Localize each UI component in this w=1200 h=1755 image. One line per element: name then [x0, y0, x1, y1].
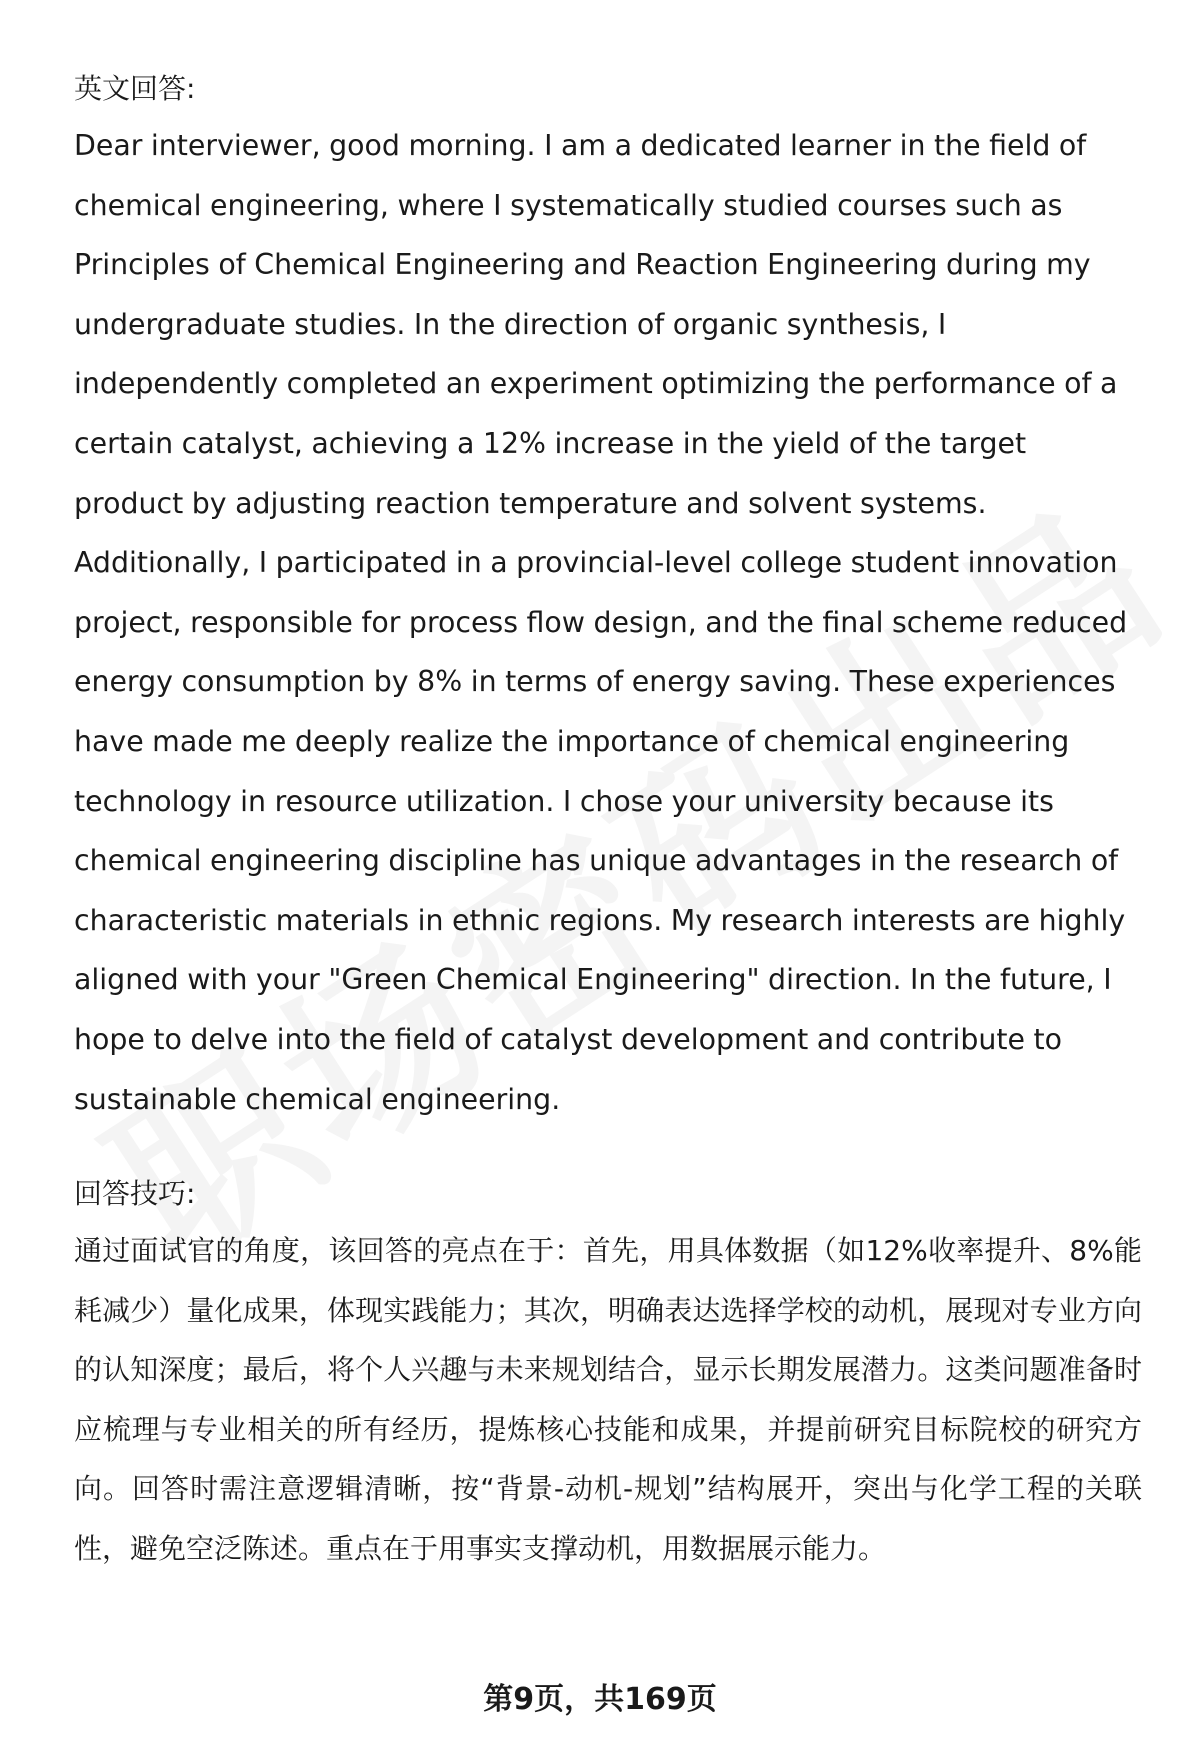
- answer-tips-heading: 回答技巧:: [74, 1177, 196, 1211]
- page-number: 第9页，共169页: [483, 1682, 717, 1717]
- english-answer-text: Dear interviewer, good morning. I am a dedicated learner in the field of chemical engineering, where I systematically studied courses such as Principles of Chemical Engineering and Reaction Engineering during my undergraduate studies. In the direction of organic synthesis, I independently completed an experiment optimizing the performance of a certain catalyst, achieving a 12% increase in the yield of the target product by adjusting reaction temperature and solvent systems. Additionally, I participated in a provincial-level college student innovation project, responsible for process flow design, and the final scheme reduced energy consumption by 8% in terms of energy saving. These experiences have made me deeply realize the importance of chemical engineering technology in resource utilization. I chose your university because its chemical engineering discipline has unique advantages in the research of characteristic materials in ethnic regions. My research interests are highly aligned with your "Green Chemical Engineering" direction. In the future, I hope to delve into the field of catalyst development and contribute to sustainable chemical engineering.: [74, 129, 1128, 1116]
- document-content: [74, 62, 1142, 1579]
- english-answer-heading: 英文回答:: [74, 72, 196, 105]
- answer-tips-text: 通过面试官的角度，该回答的亮点在于：首先，用具体数据（如12%收率提升、8%能耗减少）量化成果，体现实践能力；其次，明确表达选择学校的动机，展现对专业方向的认知深度；最后，将个人兴趣与未来规划结合，显示长期发展潜力。这类问题准备时应梳理与专业相关的所有经历，提炼核心技能和成果，并提前研究目标院校的研究方向。回答时需注意逻辑清晰，按“背景-动机-规划”结构展开，突出与化学工程的关联性，避免空泛陈述。重点在于用事实支撑动机，用数据展示能力。: [74, 1234, 1142, 1566]
